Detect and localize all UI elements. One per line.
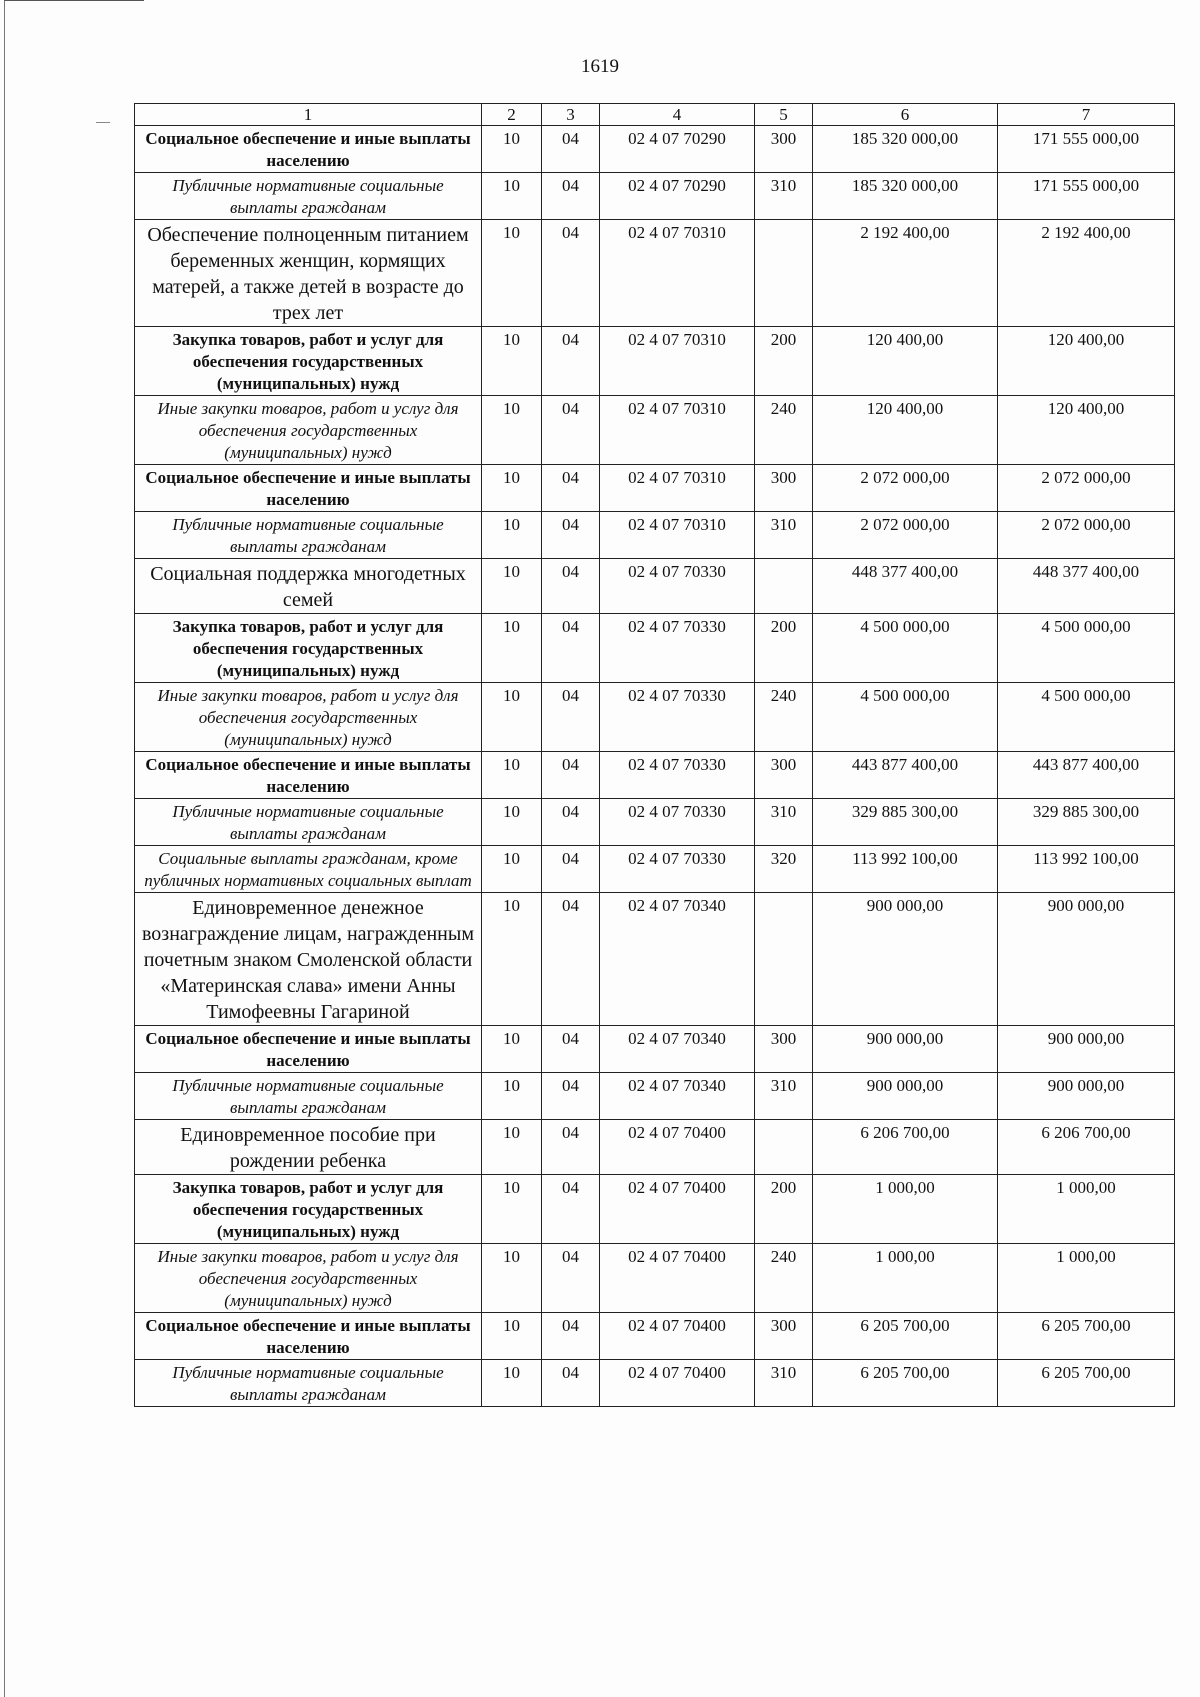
expense-name-cell: Единовременное денежное вознаграждение лицам, награжденным почетным знаком Смоленской области «Материнская слава» имени Анны Тимофеевны Гагариной (135, 893, 482, 1026)
target-article-cell: 02 4 07 70310 (600, 512, 755, 559)
table-row (135, 327, 1175, 396)
table-row (135, 1073, 1175, 1120)
target-article-cell: 02 4 07 70400 (600, 1313, 755, 1360)
page-left-edge-line (4, 0, 5, 1697)
amount-year-2-cell: 6 205 700,00 (998, 1360, 1175, 1407)
amount-year-1-cell: 2 192 400,00 (813, 220, 998, 327)
amount-year-2-cell: 120 400,00 (998, 396, 1175, 465)
target-article-cell: 02 4 07 70340 (600, 893, 755, 1026)
amount-year-2-cell: 171 555 000,00 (998, 173, 1175, 220)
table-row (135, 893, 1175, 1026)
amount-year-1-cell: 6 205 700,00 (813, 1360, 998, 1407)
expense-type-cell: 320 (755, 846, 813, 893)
amount-year-2-cell: 329 885 300,00 (998, 799, 1175, 846)
amount-year-1-cell: 2 072 000,00 (813, 512, 998, 559)
table-row (135, 1244, 1175, 1313)
subsection-code-cell: 04 (542, 220, 600, 327)
expense-name-cell: Иные закупки товаров, работ и услуг для обеспечения государственных (муниципальных) нужд (135, 1244, 482, 1313)
expense-type-cell (755, 1120, 813, 1175)
subsection-code-cell: 04 (542, 1175, 600, 1244)
amount-year-2-cell: 448 377 400,00 (998, 559, 1175, 614)
table-row (135, 683, 1175, 752)
expense-type-cell (755, 559, 813, 614)
header-col-6: 6 (813, 104, 998, 126)
amount-year-2-cell: 443 877 400,00 (998, 752, 1175, 799)
amount-year-1-cell: 4 500 000,00 (813, 614, 998, 683)
table-row (135, 173, 1175, 220)
table-row (135, 752, 1175, 799)
section-code-cell: 10 (482, 614, 542, 683)
expense-name-cell: Публичные нормативные социальные выплаты гражданам (135, 1360, 482, 1407)
amount-year-1-cell: 120 400,00 (813, 327, 998, 396)
expense-name-cell: Социальная поддержка многодетных семей (135, 559, 482, 614)
amount-year-1-cell: 900 000,00 (813, 893, 998, 1026)
section-code-cell: 10 (482, 893, 542, 1026)
expense-type-cell: 300 (755, 752, 813, 799)
table-row (135, 1175, 1175, 1244)
subsection-code-cell: 04 (542, 614, 600, 683)
margin-tick-mark (96, 122, 110, 123)
subsection-code-cell: 04 (542, 396, 600, 465)
target-article-cell: 02 4 07 70340 (600, 1073, 755, 1120)
expense-type-cell: 200 (755, 614, 813, 683)
target-article-cell: 02 4 07 70310 (600, 396, 755, 465)
amount-year-2-cell: 1 000,00 (998, 1175, 1175, 1244)
target-article-cell: 02 4 07 70310 (600, 327, 755, 396)
target-article-cell: 02 4 07 70330 (600, 752, 755, 799)
header-col-3: 3 (542, 104, 600, 126)
expense-name-cell: Публичные нормативные социальные выплаты гражданам (135, 512, 482, 559)
expense-type-cell: 310 (755, 1360, 813, 1407)
table-row (135, 220, 1175, 327)
table-body (135, 126, 1175, 1407)
target-article-cell: 02 4 07 70400 (600, 1120, 755, 1175)
subsection-code-cell: 04 (542, 559, 600, 614)
target-article-cell: 02 4 07 70290 (600, 126, 755, 173)
expense-type-cell: 310 (755, 512, 813, 559)
expense-type-cell: 310 (755, 173, 813, 220)
amount-year-1-cell: 900 000,00 (813, 1073, 998, 1120)
expense-type-cell: 300 (755, 1026, 813, 1073)
amount-year-2-cell: 120 400,00 (998, 327, 1175, 396)
section-code-cell: 10 (482, 220, 542, 327)
expense-type-cell: 300 (755, 1313, 813, 1360)
amount-year-2-cell: 2 192 400,00 (998, 220, 1175, 327)
subsection-code-cell: 04 (542, 1073, 600, 1120)
expense-name-cell: Закупка товаров, работ и услуг для обеспечения государственных (муниципальных) нужд (135, 327, 482, 396)
expense-name-cell: Социальное обеспечение и иные выплаты населению (135, 1026, 482, 1073)
header-col-5: 5 (755, 104, 813, 126)
expense-name-cell: Социальное обеспечение и иные выплаты населению (135, 1313, 482, 1360)
section-code-cell: 10 (482, 173, 542, 220)
target-article-cell: 02 4 07 70330 (600, 559, 755, 614)
section-code-cell: 10 (482, 327, 542, 396)
expense-name-cell: Социальное обеспечение и иные выплаты населению (135, 465, 482, 512)
target-article-cell: 02 4 07 70310 (600, 220, 755, 327)
expense-type-cell: 240 (755, 683, 813, 752)
amount-year-1-cell: 448 377 400,00 (813, 559, 998, 614)
amount-year-1-cell: 900 000,00 (813, 1026, 998, 1073)
expense-type-cell: 240 (755, 396, 813, 465)
header-col-2: 2 (482, 104, 542, 126)
section-code-cell: 10 (482, 1026, 542, 1073)
section-code-cell: 10 (482, 1175, 542, 1244)
subsection-code-cell: 04 (542, 752, 600, 799)
section-code-cell: 10 (482, 465, 542, 512)
expense-type-cell: 300 (755, 126, 813, 173)
subsection-code-cell: 04 (542, 799, 600, 846)
target-article-cell: 02 4 07 70340 (600, 1026, 755, 1073)
amount-year-1-cell: 1 000,00 (813, 1175, 998, 1244)
expense-name-cell: Обеспечение полноценным питанием беременных женщин, кормящих матерей, а также детей в возрасте до трех лет (135, 220, 482, 327)
expense-type-cell (755, 220, 813, 327)
table-row (135, 396, 1175, 465)
table-row (135, 1313, 1175, 1360)
amount-year-2-cell: 900 000,00 (998, 893, 1175, 1026)
amount-year-1-cell: 185 320 000,00 (813, 173, 998, 220)
amount-year-1-cell: 2 072 000,00 (813, 465, 998, 512)
target-article-cell: 02 4 07 70330 (600, 683, 755, 752)
table-row (135, 1120, 1175, 1175)
section-code-cell: 10 (482, 559, 542, 614)
amount-year-2-cell: 900 000,00 (998, 1026, 1175, 1073)
target-article-cell: 02 4 07 70330 (600, 614, 755, 683)
header-col-4: 4 (600, 104, 755, 126)
amount-year-1-cell: 120 400,00 (813, 396, 998, 465)
subsection-code-cell: 04 (542, 512, 600, 559)
expense-type-cell (755, 893, 813, 1026)
expense-name-cell: Закупка товаров, работ и услуг для обеспечения государственных (муниципальных) нужд (135, 1175, 482, 1244)
table-row (135, 1360, 1175, 1407)
section-code-cell: 10 (482, 1120, 542, 1175)
page-number: 1619 (581, 56, 619, 77)
section-code-cell: 10 (482, 846, 542, 893)
subsection-code-cell: 04 (542, 1313, 600, 1360)
target-article-cell: 02 4 07 70330 (600, 799, 755, 846)
amount-year-1-cell: 1 000,00 (813, 1244, 998, 1313)
expense-name-cell: Единовременное пособие при рождении ребенка (135, 1120, 482, 1175)
budget-table (134, 103, 1175, 1407)
subsection-code-cell: 04 (542, 126, 600, 173)
expense-type-cell: 240 (755, 1244, 813, 1313)
expense-name-cell: Иные закупки товаров, работ и услуг для обеспечения государственных (муниципальных) нужд (135, 396, 482, 465)
expense-type-cell: 310 (755, 799, 813, 846)
target-article-cell: 02 4 07 70400 (600, 1360, 755, 1407)
amount-year-1-cell: 113 992 100,00 (813, 846, 998, 893)
expense-name-cell: Закупка товаров, работ и услуг для обеспечения государственных (муниципальных) нужд (135, 614, 482, 683)
table-row (135, 512, 1175, 559)
header-col-7: 7 (998, 104, 1175, 126)
target-article-cell: 02 4 07 70400 (600, 1175, 755, 1244)
section-code-cell: 10 (482, 512, 542, 559)
amount-year-2-cell: 6 206 700,00 (998, 1120, 1175, 1175)
subsection-code-cell: 04 (542, 846, 600, 893)
amount-year-2-cell: 1 000,00 (998, 1244, 1175, 1313)
amount-year-2-cell: 2 072 000,00 (998, 465, 1175, 512)
amount-year-1-cell: 185 320 000,00 (813, 126, 998, 173)
expense-name-cell: Социальное обеспечение и иные выплаты населению (135, 126, 482, 173)
table-row (135, 465, 1175, 512)
subsection-code-cell: 04 (542, 683, 600, 752)
target-article-cell: 02 4 07 70330 (600, 846, 755, 893)
amount-year-2-cell: 4 500 000,00 (998, 614, 1175, 683)
section-code-cell: 10 (482, 683, 542, 752)
table-row (135, 846, 1175, 893)
subsection-code-cell: 04 (542, 465, 600, 512)
section-code-cell: 10 (482, 1313, 542, 1360)
table-header-row (135, 104, 1175, 126)
section-code-cell: 10 (482, 799, 542, 846)
amount-year-2-cell: 113 992 100,00 (998, 846, 1175, 893)
expense-type-cell: 310 (755, 1073, 813, 1120)
expense-type-cell: 200 (755, 1175, 813, 1244)
subsection-code-cell: 04 (542, 1360, 600, 1407)
target-article-cell: 02 4 07 70310 (600, 465, 755, 512)
expense-name-cell: Публичные нормативные социальные выплаты гражданам (135, 173, 482, 220)
section-code-cell: 10 (482, 1244, 542, 1313)
amount-year-1-cell: 6 205 700,00 (813, 1313, 998, 1360)
subsection-code-cell: 04 (542, 1026, 600, 1073)
amount-year-2-cell: 6 205 700,00 (998, 1313, 1175, 1360)
amount-year-1-cell: 4 500 000,00 (813, 683, 998, 752)
table-row (135, 614, 1175, 683)
expense-name-cell: Публичные нормативные социальные выплаты гражданам (135, 799, 482, 846)
section-code-cell: 10 (482, 126, 542, 173)
amount-year-1-cell: 443 877 400,00 (813, 752, 998, 799)
expense-type-cell: 200 (755, 327, 813, 396)
table-row (135, 799, 1175, 846)
section-code-cell: 10 (482, 1073, 542, 1120)
amount-year-2-cell: 171 555 000,00 (998, 126, 1175, 173)
table-row (135, 559, 1175, 614)
amount-year-2-cell: 4 500 000,00 (998, 683, 1175, 752)
table-row (135, 126, 1175, 173)
section-code-cell: 10 (482, 752, 542, 799)
amount-year-1-cell: 6 206 700,00 (813, 1120, 998, 1175)
amount-year-1-cell: 329 885 300,00 (813, 799, 998, 846)
subsection-code-cell: 04 (542, 327, 600, 396)
section-code-cell: 10 (482, 396, 542, 465)
amount-year-2-cell: 2 072 000,00 (998, 512, 1175, 559)
target-article-cell: 02 4 07 70290 (600, 173, 755, 220)
table-row (135, 1026, 1175, 1073)
amount-year-2-cell: 900 000,00 (998, 1073, 1175, 1120)
header-col-1: 1 (135, 104, 482, 126)
subsection-code-cell: 04 (542, 893, 600, 1026)
subsection-code-cell: 04 (542, 1244, 600, 1313)
expense-name-cell: Социальные выплаты гражданам, кроме публичных нормативных социальных выплат (135, 846, 482, 893)
subsection-code-cell: 04 (542, 1120, 600, 1175)
expense-name-cell: Социальное обеспечение и иные выплаты населению (135, 752, 482, 799)
subsection-code-cell: 04 (542, 173, 600, 220)
page-top-edge-line (4, 0, 144, 1)
section-code-cell: 10 (482, 1360, 542, 1407)
expense-name-cell: Иные закупки товаров, работ и услуг для обеспечения государственных (муниципальных) нужд (135, 683, 482, 752)
expense-name-cell: Публичные нормативные социальные выплаты гражданам (135, 1073, 482, 1120)
target-article-cell: 02 4 07 70400 (600, 1244, 755, 1313)
expense-type-cell: 300 (755, 465, 813, 512)
